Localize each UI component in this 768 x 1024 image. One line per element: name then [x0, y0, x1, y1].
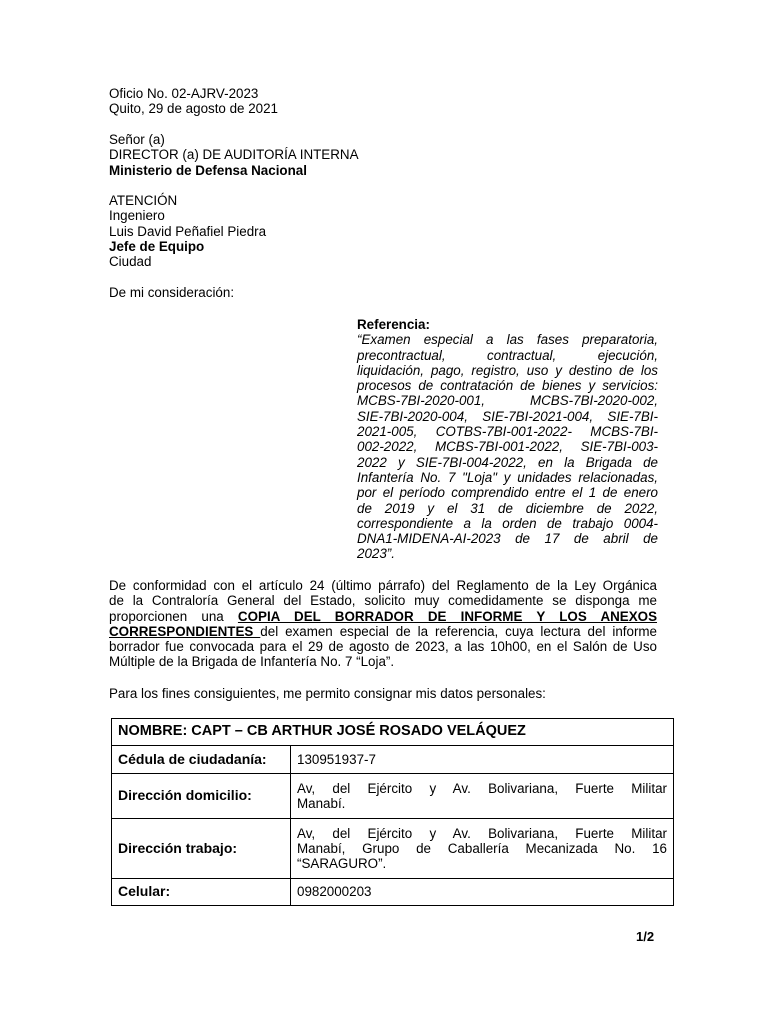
row-label: Cédula de ciudadanía:: [112, 746, 291, 774]
reference-line: correspondiente a la orden de trabajo 0004-: [357, 515, 658, 531]
intro-text: Para los fines consiguientes, me permito consignar mis datos personales:: [109, 686, 546, 701]
row-label: Dirección domicilio:: [112, 774, 291, 819]
reference-line: “Examen especial a las fases preparatoria,: [357, 332, 658, 348]
oficio-number: Oficio No. 02-AJRV-2023: [109, 86, 259, 101]
value-line: Av, del Ejército y Av. Bolivariana, Fuerte Militar: [297, 780, 667, 796]
reference-line: 2022 y SIE-7BI-004-2022, en la Brigada de: [357, 454, 658, 470]
table-row: [112, 879, 674, 906]
body-line: [109, 624, 657, 639]
attention-block: [109, 193, 266, 269]
value-line: Av, del Ejército y Av. Bolivariana, Fuerte Militar: [297, 825, 667, 841]
reference-line: 2023”.: [357, 546, 395, 562]
body-line: [109, 609, 657, 624]
body-line: de la Contraloría General del Estado, solicito muy comedidamente se disponga me: [109, 593, 657, 609]
reference-line: 002-2022, MCBS-7BI-001-2022, SIE-7BI-003-: [357, 439, 658, 455]
table-row: [112, 719, 674, 746]
row-label: Celular:: [112, 879, 291, 906]
addressee-salutation: Señor (a): [109, 132, 165, 147]
reference-text: [357, 332, 658, 561]
addressee-position: DIRECTOR (a) DE AUDITORÍA INTERNA: [109, 147, 359, 163]
reference-line: precontractual, contractual, ejecución,: [357, 347, 658, 363]
value-line: 130951937-7: [297, 751, 376, 767]
reference-line: 2021-005, COTBS-7BI-001-2022- MCBS-7BI-: [357, 424, 658, 440]
page-number: 1/2: [636, 929, 655, 944]
reference-line: MCBS-7BI-2020-001, MCBS-7BI-2020-002,: [357, 393, 658, 409]
reference-line: liquidación, pago, registro, uso y destino de los: [357, 362, 658, 378]
reference-line: SIE-7BI-2020-004, SIE-7BI-2021-004, SIE-7BI-: [357, 408, 658, 424]
table-row: [112, 774, 674, 819]
attention-title: Ingeniero: [109, 208, 165, 224]
addressee-institution: Ministerio de Defensa Nacional: [109, 162, 307, 178]
reference-line: DNA1-MIDENA-AI-2023 de 17 de abril de: [357, 531, 658, 547]
reference-line: Infantería No. 7 "Loja" y unidades relacionadas,: [357, 469, 658, 485]
row-value: [291, 879, 674, 906]
table-row: [112, 819, 674, 879]
reference-line: de 2019 y el 31 de diciembre de 2022,: [357, 500, 658, 516]
name-cell: NOMBRE: CAPT – CB ARTHUR JOSÉ ROSADO VELÁQUEZ: [112, 719, 674, 746]
reference-line: procesos de contratación de bienes y servicios:: [357, 378, 658, 394]
body-paragraph: [109, 578, 657, 670]
place-date: Quito, 29 de agosto de 2021: [109, 101, 279, 117]
body-line-text: del examen especial de la referencia, cuya lectura del informe: [260, 623, 658, 639]
body-line: De conformidad con el artículo 24 (último párrafo) del Reglamento de la Ley Orgánica: [109, 578, 657, 593]
body-line: borrador fue convocada para el 29 de agosto de 2023, a las 10h00, en el Salón de Uso: [109, 639, 657, 655]
greeting: [109, 285, 234, 300]
reference-block: [357, 317, 658, 562]
highlight-request: COPIA DEL BORRADOR DE INFORME Y LOS ANEXOS: [237, 608, 658, 624]
row-value: [291, 774, 674, 819]
letter-header: [109, 86, 278, 117]
row-value: [291, 819, 674, 879]
value-line: 0982000203: [297, 884, 372, 900]
value-line: “SARAGURO”.: [297, 856, 387, 872]
body-line-text: proporcionen una: [109, 608, 238, 624]
value-line: Manabí.: [297, 796, 346, 811]
personal-data-table: [111, 718, 674, 906]
body-line: Múltiple de la Brigada de Infantería No. 7 “Loja”.: [109, 654, 395, 670]
row-label: Dirección trabajo:: [112, 819, 291, 879]
personal-data-intro: [109, 686, 546, 701]
reference-line: por el período comprendido entre el 1 de enero: [357, 485, 658, 501]
attention-role: Jefe de Equipo: [109, 238, 205, 254]
table-row: [112, 746, 674, 774]
addressee-block: [109, 132, 359, 178]
highlight-request-cont: CORRESPONDIENTES: [109, 623, 261, 639]
greeting-text: De mi consideración:: [109, 285, 235, 300]
row-value: [291, 746, 674, 774]
attention-label: ATENCIÓN: [109, 193, 178, 208]
value-line: Manabí, Grupo de Caballería Mecanizada No. 16: [297, 840, 667, 856]
reference-label: Referencia:: [357, 317, 430, 332]
attention-name: Luis David Peñafiel Piedra: [109, 223, 267, 239]
attention-city: Ciudad: [109, 254, 152, 270]
